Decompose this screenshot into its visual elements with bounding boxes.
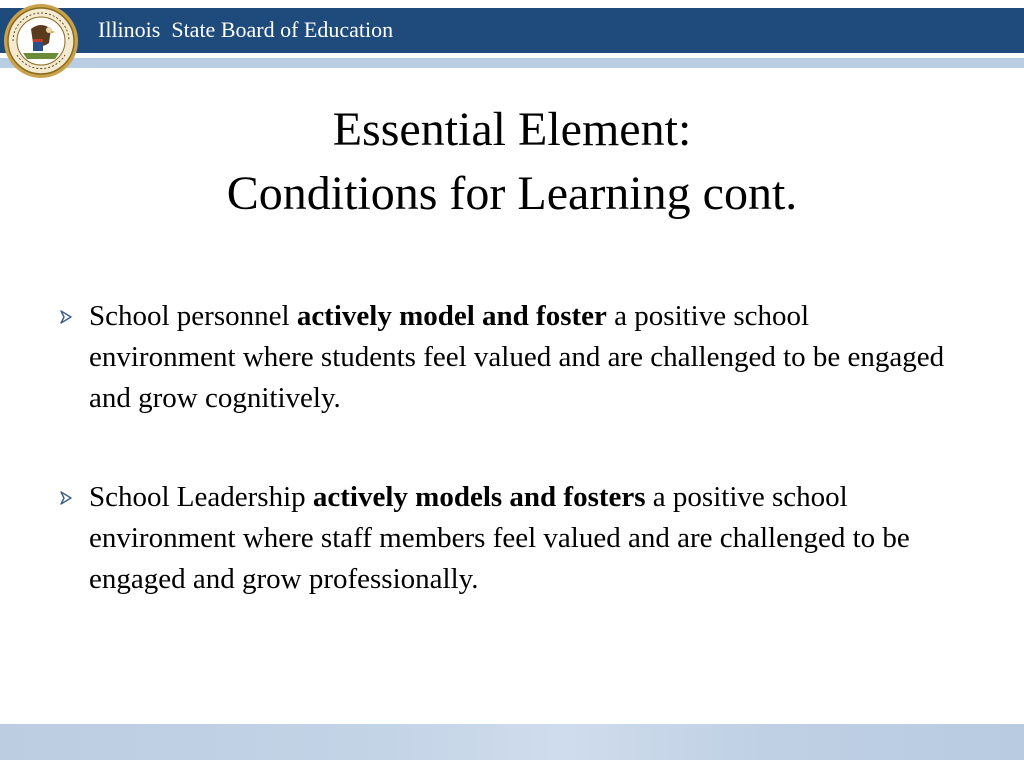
arrow-bullet-icon <box>58 309 74 325</box>
bullet-item <box>58 296 948 419</box>
arrow-bullet-icon <box>58 490 74 506</box>
state-seal-icon <box>3 3 79 79</box>
slide-title <box>0 98 1024 226</box>
slide-title-line-2: Conditions for Learning cont. <box>226 167 798 220</box>
bullet-text-prefix: School Leadership <box>89 481 313 513</box>
bullet-text-bold: actively model and foster <box>296 300 607 332</box>
bullet-text-bold: actively models and fosters <box>312 481 646 513</box>
bullet-text-prefix: School personnel <box>89 300 297 332</box>
footer-band <box>0 724 1024 760</box>
bullet-text-suffix: a positive school environment where staff members feel valued and are challenged to be engaged and grow professionally. <box>89 481 910 595</box>
slide-title-line-1: Essential Element: <box>332 103 692 156</box>
header-title: Illinois State Board of Education <box>98 17 394 42</box>
bullet-text-suffix: a positive school environment where students feel valued and are challenged to be engaged and grow cognitively. <box>89 300 945 414</box>
bullet-list <box>58 296 948 658</box>
bullet-item <box>58 477 948 600</box>
header-stripe <box>0 58 1024 68</box>
